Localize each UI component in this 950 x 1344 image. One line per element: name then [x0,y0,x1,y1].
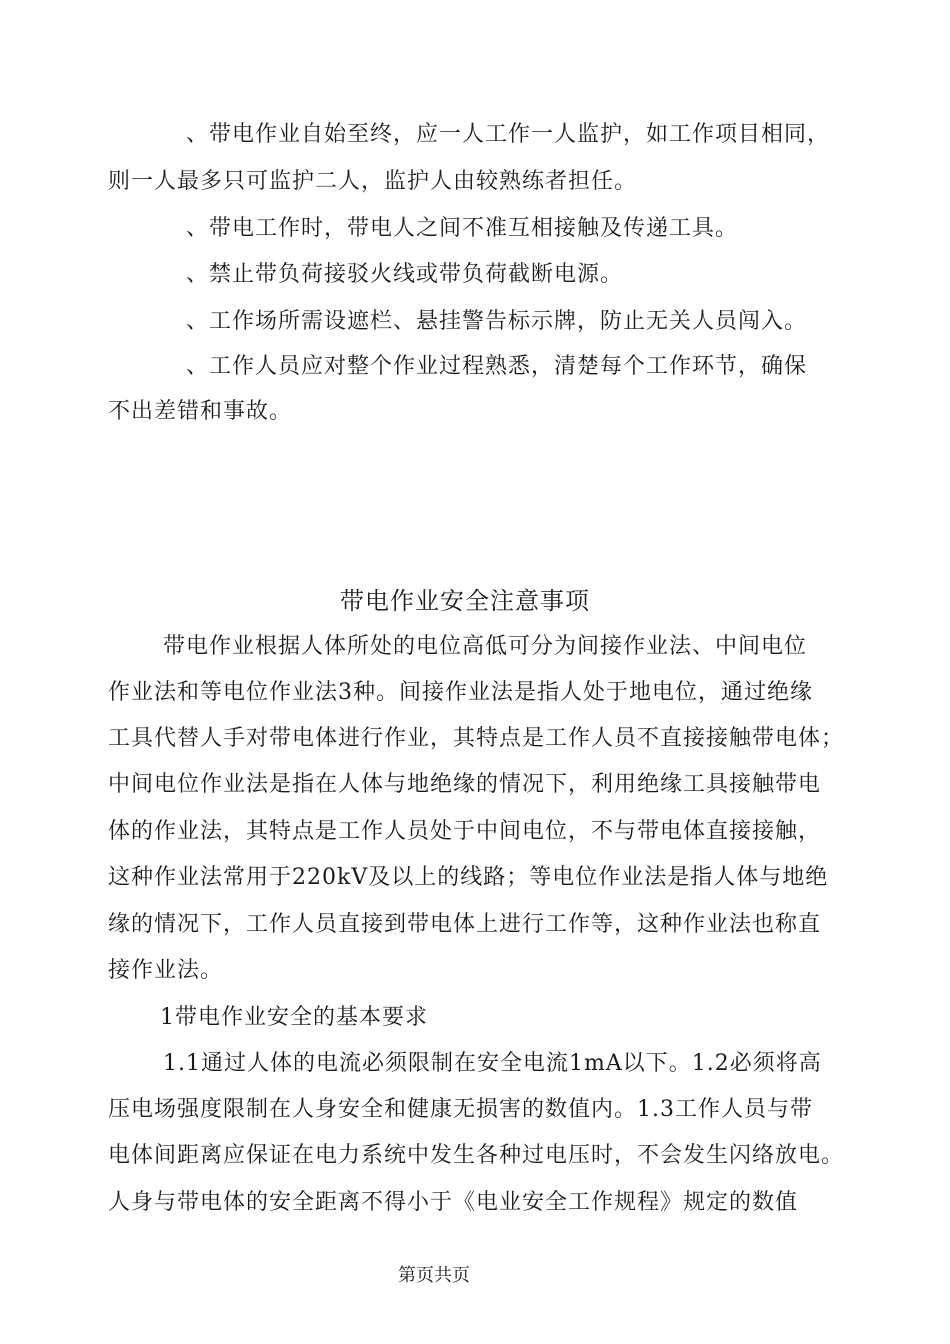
page-footer: 第页共页 [398,1265,470,1286]
paragraph-line: 压电场强度限制在人身安全和健康无损害的数值内。1.3工作人员与带 [108,1097,813,1122]
rule-line: 、禁止带负荷接驳火线或带负荷截断电源。 [186,262,624,287]
rule-line: 、带电工作时，带电人之间不准互相接触及传递工具。 [186,216,739,241]
paragraph-line: 电体间距离应保证在电力系统中发生各种过电压时，不会发生闪络放电。 [108,1143,845,1168]
paragraph-line: 作业法和等电位作业法3种。间接作业法是指人处于地电位，通过绝缘 [108,680,813,705]
rule-line: 、带电作业自始至终，应一人工作一人监护，如工作项目相同， [186,122,831,147]
paragraph-line: 缘的情况下，工作人员直接到带电体上进行工作等，这种作业法也称直 [108,912,822,937]
rule-line: 则一人最多只可监护二人，监护人由较熟练者担任。 [108,169,638,194]
rule-line: 、工作场所需设遮栏、悬挂警告标示牌，防止无关人员闯入。 [186,309,808,334]
subheading: 1带电作业安全的基本要求 [160,1005,428,1030]
paragraph-line: 带电作业根据人体所处的电位高低可分为间接作业法、中间电位 [163,634,808,659]
rule-line: 不出差错和事故。 [108,399,293,424]
paragraph-line: 体的作业法，其特点是工作人员处于中间电位，不与带电体直接接触， [108,819,822,844]
paragraph-line: 这种作业法常用于220kV及以上的线路；等电位作业法是指人体与地绝 [108,865,829,890]
rule-line: 、工作人员应对整个作业过程熟悉，清楚每个工作环节，确保 [186,354,808,379]
section-title: 带电作业安全注意事项 [340,587,590,615]
paragraph-line: 1.1通过人体的电流必须限制在安全电流1mA以下。1.2必须将高 [163,1051,822,1076]
paragraph-line: 人身与带电体的安全距离不得小于《电业安全工作规程》规定的数值 [108,1190,799,1215]
paragraph-line: 接作业法。 [108,958,224,983]
paragraph-line: 中间电位作业法是指在人体与地绝缘的情况下，利用绝缘工具接触带电 [108,772,822,797]
paragraph-line: 工具代替人手对带电体进行作业，其特点是工作人员不直接接触带电体； [108,726,845,751]
